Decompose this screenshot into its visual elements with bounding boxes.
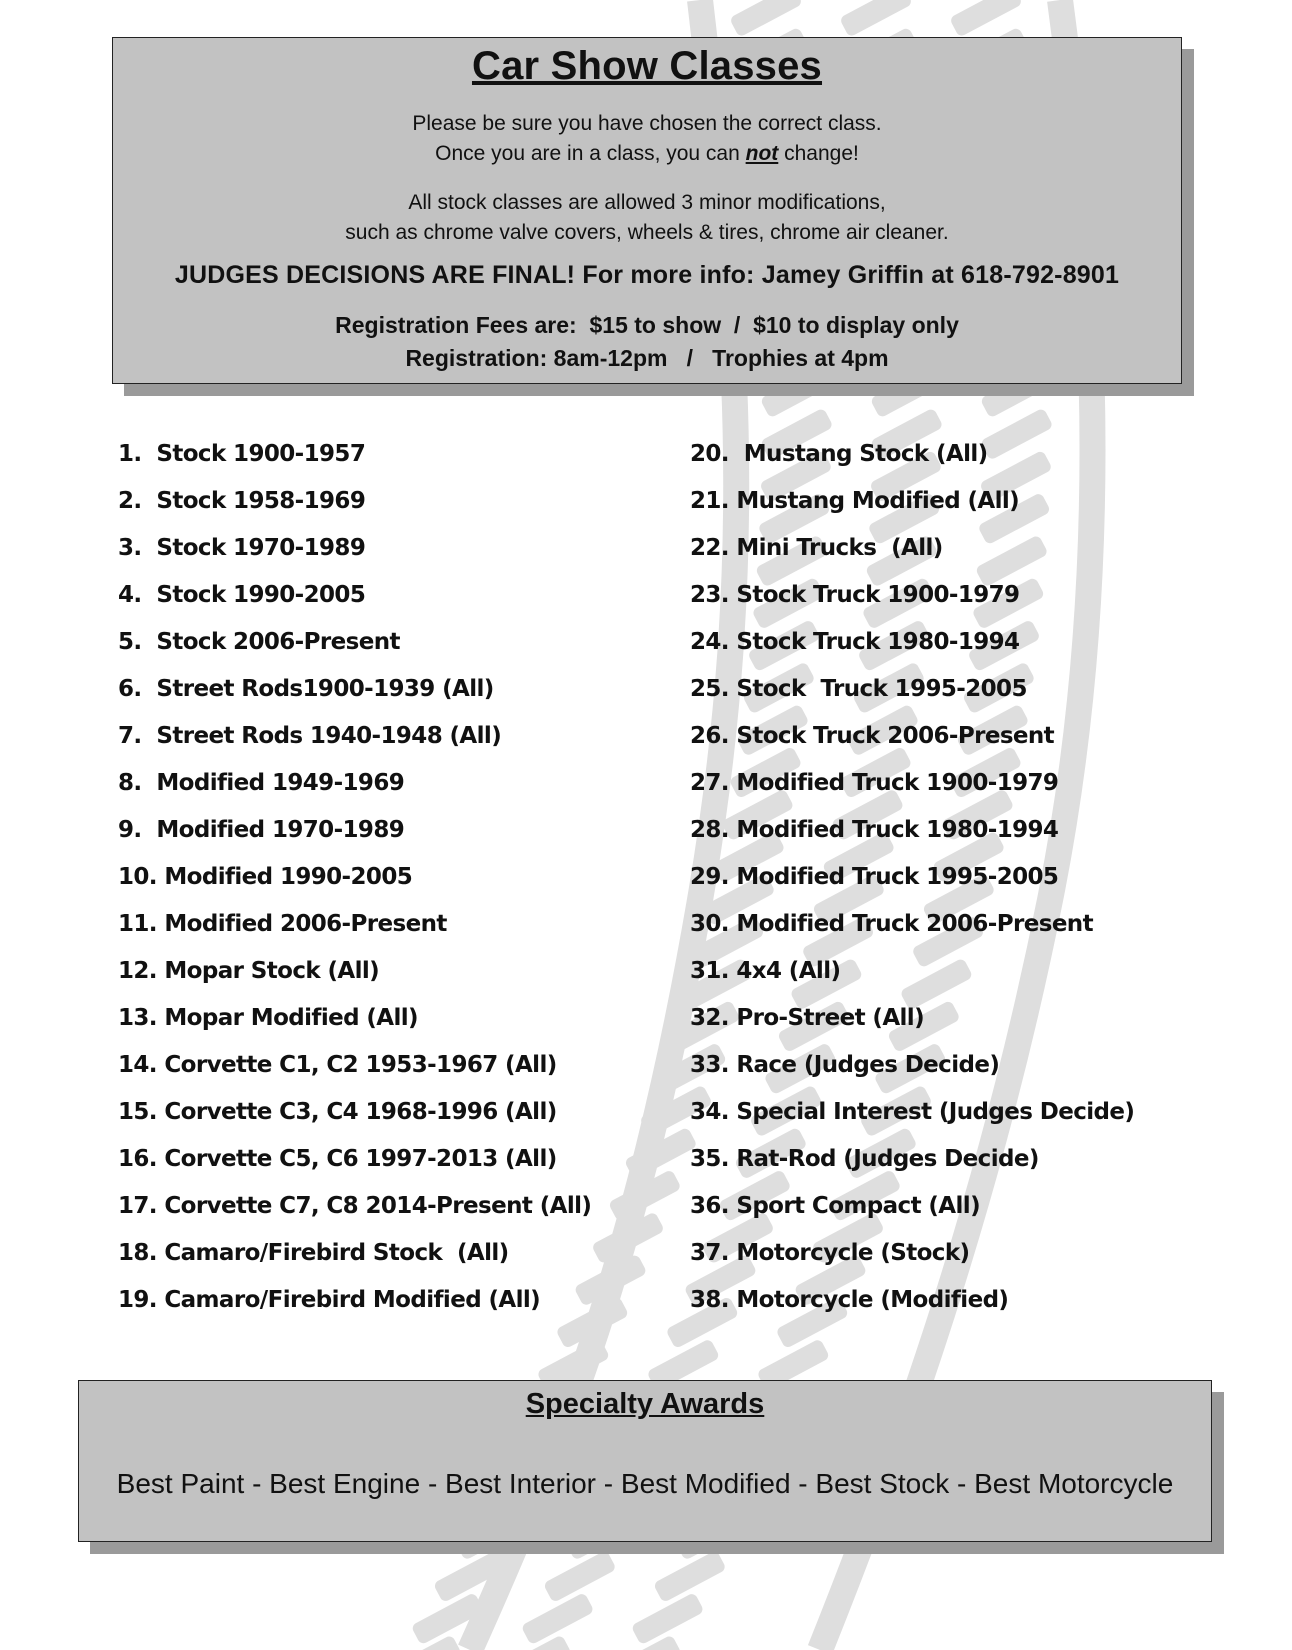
class-item: 6. Street Rods1900-1939 (All) — [118, 676, 494, 702]
class-item: 34. Special Interest (Judges Decide) — [690, 1099, 1135, 1125]
instruction-line-2-before: Once you are in a class, you can — [435, 142, 746, 165]
class-item: 26. Stock Truck 2006-Present — [690, 723, 1055, 749]
class-item: 15. Corvette C3, C4 1968-1996 (All) — [118, 1099, 557, 1125]
instruction-line-2 — [113, 142, 1181, 166]
instruction-line-2-after: change! — [778, 142, 859, 165]
class-item: 5. Stock 2006-Present — [118, 629, 400, 655]
class-item: 16. Corvette C5, C6 1997-2013 (All) — [118, 1146, 557, 1172]
class-item: 24. Stock Truck 1980-1994 — [690, 629, 1020, 655]
page-title: Car Show Classes — [471, 44, 823, 88]
instruction-line-1: Please be sure you have chosen the correct class. — [412, 112, 882, 135]
class-item: 36. Sport Compact (All) — [690, 1193, 980, 1219]
class-item: 33. Race (Judges Decide) — [690, 1052, 1000, 1078]
class-item: 31. 4x4 (All) — [690, 958, 841, 984]
class-item: 32. Pro-Street (All) — [690, 1005, 924, 1031]
class-item: 3. Stock 1970-1989 — [118, 535, 366, 561]
class-item: 12. Mopar Stock (All) — [118, 958, 380, 984]
class-item: 30. Modified Truck 2006-Present — [690, 911, 1093, 937]
class-item: 22. Mini Trucks (All) — [690, 535, 943, 561]
class-item: 4. Stock 1990-2005 — [118, 582, 366, 608]
specialty-awards-list: Best Paint - Best Engine - Best Interior - Best Modified - Best Stock - Best Motorcycle — [116, 1468, 1174, 1499]
class-item: 10. Modified 1990-2005 — [118, 864, 413, 890]
class-item: 23. Stock Truck 1900-1979 — [690, 582, 1020, 608]
class-item: 14. Corvette C1, C2 1953-1967 (All) — [118, 1052, 557, 1078]
class-item: 19. Camaro/Firebird Modified (All) — [118, 1287, 541, 1313]
class-item: 35. Rat-Rod (Judges Decide) — [690, 1146, 1039, 1172]
class-item: 20. Mustang Stock (All) — [690, 441, 988, 467]
modification-rule-line-1: All stock classes are allowed 3 minor modifications, — [408, 191, 886, 214]
class-item: 8. Modified 1949-1969 — [118, 770, 405, 796]
class-item: 17. Corvette C7, C8 2014-Present (All) — [118, 1193, 592, 1219]
class-item: 38. Motorcycle (Modified) — [690, 1287, 1009, 1313]
class-item: 1. Stock 1900-1957 — [118, 441, 366, 467]
class-list-right — [690, 441, 1134, 1334]
specialty-awards-title: Specialty Awards — [525, 1388, 765, 1420]
class-item: 13. Mopar Modified (All) — [118, 1005, 418, 1031]
class-item: 25. Stock Truck 1995-2005 — [690, 676, 1027, 702]
class-item: 2. Stock 1958-1969 — [118, 488, 366, 514]
class-item: 9. Modified 1970-1989 — [118, 817, 405, 843]
registration-hours: Registration: 8am-12pm / Trophies at 4pm — [405, 345, 889, 371]
class-item: 21. Mustang Modified (All) — [690, 488, 1020, 514]
specialty-awards-box — [78, 1380, 1212, 1542]
class-item: 18. Camaro/Firebird Stock (All) — [118, 1240, 509, 1266]
header-box — [112, 37, 1182, 384]
judges-notice: JUDGES DECISIONS ARE FINAL! For more info: Jamey Griffin at 618-792-8901 — [174, 261, 1120, 289]
class-item: 11. Modified 2006-Present — [118, 911, 447, 937]
emphasis-not: not — [745, 142, 779, 165]
class-list-left — [118, 441, 591, 1334]
class-item: 7. Street Rods 1940-1948 (All) — [118, 723, 502, 749]
class-item: 28. Modified Truck 1980-1994 — [690, 817, 1059, 843]
class-item: 37. Motorcycle (Stock) — [690, 1240, 970, 1266]
class-item: 27. Modified Truck 1900-1979 — [690, 770, 1059, 796]
modification-rule-line-2: such as chrome valve covers, wheels & tires, chrome air cleaner. — [345, 221, 949, 244]
registration-fees: Registration Fees are: $15 to show / $10 to display only — [335, 312, 959, 338]
class-item: 29. Modified Truck 1995-2005 — [690, 864, 1059, 890]
